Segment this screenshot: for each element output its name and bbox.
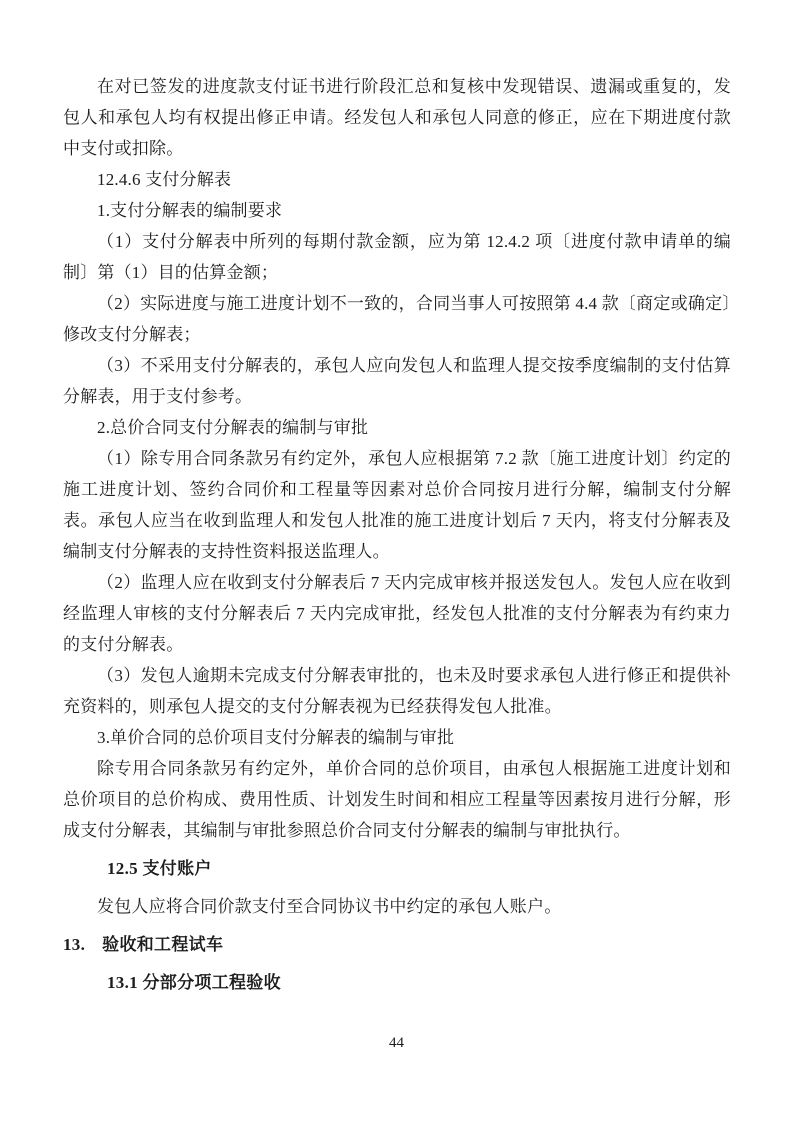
section-heading-13-1-divisional-acceptance: 13.1 分部分项工程验收 — [107, 973, 281, 992]
document-body — [63, 71, 731, 1005]
paragraph-unit-price-breakdown: 除专用合同条款另有约定外，单价合同的总价项目，由承包人根据施工进度计划和总价项目的总价构成、费用性质、计划发生时间和相应工程量等因素按月进行分解，形成支付分解表，其编制与审批参照总价合同支付分解表的编制与审批执行。 — [63, 759, 731, 840]
page-footer — [0, 1029, 793, 1057]
item-3-unit-price-contract: 3.单价合同的总价项目支付分解表的编制与审批 — [97, 728, 455, 747]
subitem-3-overdue-approval: （3）发包人逾期未完成支付分解表审批的，也未及时要求承包人进行修正和提供补充资料的，则承包人提交的支付分解表视为已经获得发包人批准。 — [63, 666, 731, 716]
chapter-heading-13-acceptance — [63, 929, 731, 960]
item-2-lump-sum-contract: 2.总价合同支付分解表的编制与审批 — [97, 418, 369, 437]
subitem-3-quarterly-estimate: （3）不采用支付分解表的，承包人应向发包人和监理人提交按季度编制的支付估算分解表，用于支付参考。 — [63, 356, 731, 406]
page-number: 44 — [389, 1035, 404, 1051]
chapter-title: 验收和工程试车 — [102, 935, 224, 954]
subitem-1-amount-per-period: （1）支付分解表中所列的每期付款金额，应为第 12.4.2 项〔进度付款申请单的编制〕第（1）目的估算金额； — [63, 232, 731, 282]
paragraph-payment-to-account: 发包人应将合同价款支付至合同协议书中约定的承包人账户。 — [97, 897, 562, 916]
clause-12-4-6-title: 12.4.6 支付分解表 — [97, 170, 232, 189]
section-heading-12-5-payment-account: 12.5 支付账户 — [107, 859, 212, 878]
item-1-payment-breakdown-requirements: 1.支付分解表的编制要求 — [97, 201, 283, 220]
chapter-number: 13. — [63, 935, 86, 954]
subitem-2-supervisor-review: （2）监理人应在收到支付分解表后 7 天内完成审核并报送发包人。发包人应在收到经监理人审核的支付分解表后 7 天内完成审批，经发包人批准的支付分解表为有约束力的支付分解表。 — [63, 573, 731, 654]
paragraph-correction-requests: 在对已签发的进度款支付证书进行阶段汇总和复核中发现错误、遗漏或重复的，发包人和承包人均有权提出修正申请。经发包人和承包人同意的修正，应在下期进度付款中支付或扣除。 — [63, 77, 731, 158]
subitem-1-monthly-breakdown: （1）除专用合同条款另有约定外，承包人应根据第 7.2 款〔施工进度计划〕约定的施工进度计划、签约合同价和工程量等因素对总价合同按月进行分解，编制支付分解表。承包人应当在收到监理人和发包人批准的施工进度计划后 7 天内，将支付分解表及编制支付分解表的支持性资料报送监理人。 — [63, 449, 731, 561]
subitem-2-schedule-mismatch: （2）实际进度与施工进度计划不一致的，合同当事人可按照第 4.4 款〔商定或确定〕修改支付分解表； — [63, 294, 731, 344]
